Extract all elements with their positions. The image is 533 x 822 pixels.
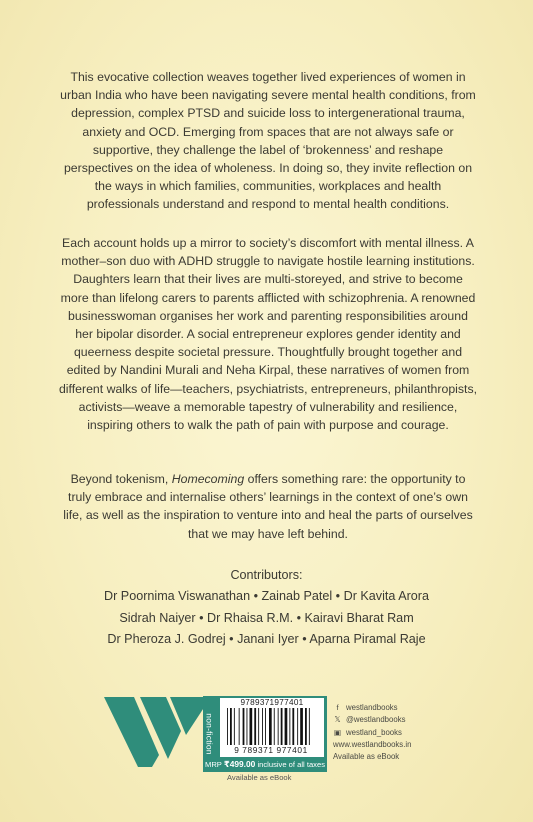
blurb-paragraph-3-intro: Beyond tokenism, (70, 472, 172, 486)
contributors-heading: Contributors: (230, 568, 303, 582)
instagram-handle: westland_books (346, 727, 402, 737)
instagram-icon: ▣ (333, 727, 342, 737)
category-label: non-fiction (205, 713, 216, 755)
barcode-digits: 9 789371 977401 (234, 745, 308, 755)
contributors-section (50, 565, 483, 650)
isbn-number: 9789371977401 (240, 698, 304, 707)
barcode-bars (225, 708, 321, 745)
facebook-icon: f (336, 703, 339, 712)
ebook-note-barcode: Available as eBook (227, 773, 292, 782)
x-handle: @westlandbooks (346, 715, 406, 725)
facebook-handle: westlandbooks (346, 703, 398, 712)
contributors-line-2: Sidrah Naiyer • Dr Rhaisa R.M. • Kairavi Bharat Ram (119, 610, 414, 625)
publisher-website: www.westlandbooks.in (333, 739, 412, 749)
blurb-paragraph-3 (58, 470, 478, 543)
book-title-inline: Homecoming (171, 472, 245, 486)
mrp-price: MRP ₹499.00 inclusive of all taxes (205, 759, 325, 769)
publisher-social-links (333, 702, 443, 763)
contributors-line-3: Dr Pheroza J. Godrej • Janani Iyer • Aparna Piramal Raje (107, 631, 426, 646)
ebook-note: Available as eBook (333, 752, 400, 762)
blurb-paragraph-1: This evocative collection weaves together lived experiences of women in urban India who have been navigating severe mental health conditions, from depression, complex PTSD and suicide loss to intergenerational trauma, anxiety and OCD. Emerging from spaces that are not always safe or supportive, they challenge the label of ‘brokenness’ and reshape perspectives on the idea of wholeness. In doing so, they invite reflection on the ways in which families, communities, workplaces and health professionals understand and respond to mental health conditions. (60, 70, 476, 212)
x-icon: 𝕏 (334, 715, 341, 725)
blurb-paragraph-3-body: offers something rare: the opportunity to truly embrace and internalise others’ learnings in the context of one’s own life, as well as the inspiration to venture into and heal the parts of ourselves that we may have left behind. (63, 472, 473, 541)
contributors-line-1: Dr Poornima Viswanathan • Zainab Patel • Dr Kavita Arora (104, 589, 429, 604)
publisher-logo (104, 697, 207, 767)
blurb-paragraph-2: Each account holds up a mirror to society’s discomfort with mental illness. A mother–son duo with ADHD struggle to navigate hostile learning institutions. Daughters learn that their lives are multi-storeyed, and strive to become more than lifelong carers to parents afflicted with schizophrenia. A renowned businesswoman organises her work and parenting responsibilities around her bipolar disorder. A social entrepreneur explores gender identity and queerness despite societal pressure. Thoughtfully brought together and edited by Nandini Murali and Neha Kirpal, these narratives of women from different walks of life—teachers, psychiatrists, entrepreneurs, philanthropists, activists—weave a memorable tapestry of vulnerability and resilience, inspiring others to walk the path of pain with purpose and courage. (58, 236, 478, 433)
